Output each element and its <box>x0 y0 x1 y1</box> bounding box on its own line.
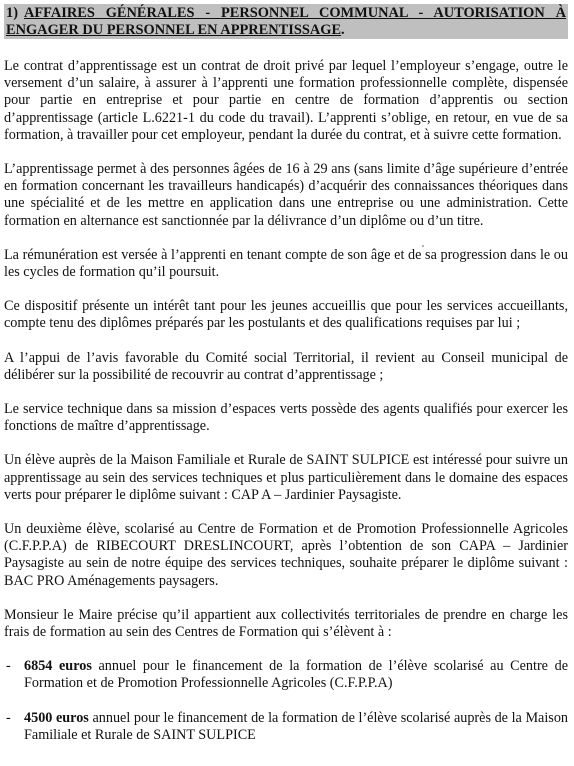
list-item-text: annuel pour le financement de la formation de l’élève scolarisé au Centre de Formation et de Promotion Professionnelle Agricoles (C.F.P.P.A) <box>24 658 568 692</box>
section-heading <box>4 4 568 39</box>
paragraph-contract-definition: Le contrat d’apprentissage est un contrat de droit privé par lequel l’employeur s’engage, outre le versement d’un salaire, à assurer à l’apprenti une formation professionnelle complète, dispensée pour partie en entreprise et pour partie en centre de formation d’apprentis ou section d’apprentissage (article L.6221-1 du code du travail). L’apprenti s’oblige, en retour, en vue de sa formation, à travailler pour cet employeur, pendant la durée du contrat, et à suivre cette formation. <box>4 58 568 143</box>
paragraph-second-student: Un deuxième élève, scolarisé au Centre de Formation et de Promotion Professionnelle Agricoles (C.F.P.P.A) de RIBECOURT DRESLINCOURT, après l’obtention de son CAPA – Jardinier Paysagiste au sein de notre équipe des services techniques, souhaite préparer le diplôme suivant : BAC PRO Aménagements paysagers. <box>4 521 568 589</box>
paragraph-first-student: Un élève auprès de la Maison Familiale et Rurale de SAINT SULPICE est intéressé pour suivre un apprentissage au sein des services techniques et plus particulièrement dans le domaine des espaces verts pour préparer le diplôme suivant : CAP A – Jardinier Paysagiste. <box>4 452 568 503</box>
paragraph-interest: Ce dispositif présente un intérêt tant pour les jeunes accueillis que pour les services accueillants, compte tenu des diplômes préparés par les postulants et des qualifications requises par lui ; <box>4 298 568 332</box>
list-item <box>4 710 568 744</box>
scan-speck <box>422 245 424 247</box>
paragraph-council-opinion: A l’appui de l’avis favorable du Comité social Territorial, il revient au Conseil municipal de délibérer sur la possibilité de recouvrir au contrat d’apprentissage ; <box>4 349 568 383</box>
list-item-amount: 6854 euros <box>24 658 92 675</box>
section-title: AFFAIRES GÉNÉRALES - PERSONNEL COMMUNAL - AUTORISATION À ENGAGER DU PERSONNEL EN APPRENTISSAGE <box>6 5 566 38</box>
paragraph-age-range: L’apprentissage permet à des personnes âgées de 16 à 29 ans (sans limite d’âge supérieure d’entrée en formation concernant les travailleurs handicapés) d’acquérir des connaissances théoriques dans une spécialité et de les mettre en application dans une entreprise ou une administration. Cette formation en alternance est sanctionnée par la délivrance d’un diplôme ou d’un titre. <box>4 161 568 229</box>
list-dash: - <box>6 709 11 726</box>
section-title-period: . <box>341 22 345 38</box>
document-page <box>4 4 568 744</box>
list-item-amount: 4500 euros <box>24 709 89 726</box>
paragraph-technical-service: Le service technique dans sa mission d’espaces verts possède des agents qualifiés pour exercer les fonctions de maître d’apprentissage. <box>4 401 568 435</box>
section-number: 1) <box>6 5 18 21</box>
list-dash: - <box>6 658 11 675</box>
paragraph-training-costs: Monsieur le Maire précise qu’il appartient aux collectivités territoriales de prendre en charge les frais de formation au sein des Centres de Formation qui s’élèvent à : <box>4 606 568 641</box>
paragraph-remuneration: La rémunération est versée à l’apprenti en tenant compte de son âge et de sa progression dans le ou les cycles de formation qu’il poursuit. <box>4 246 568 281</box>
list-item <box>4 658 568 692</box>
list-item-text: annuel pour le financement de la formation de l’élève scolarisé auprès de la Maison Familiale et Rurale de SAINT SULPICE <box>24 709 569 743</box>
